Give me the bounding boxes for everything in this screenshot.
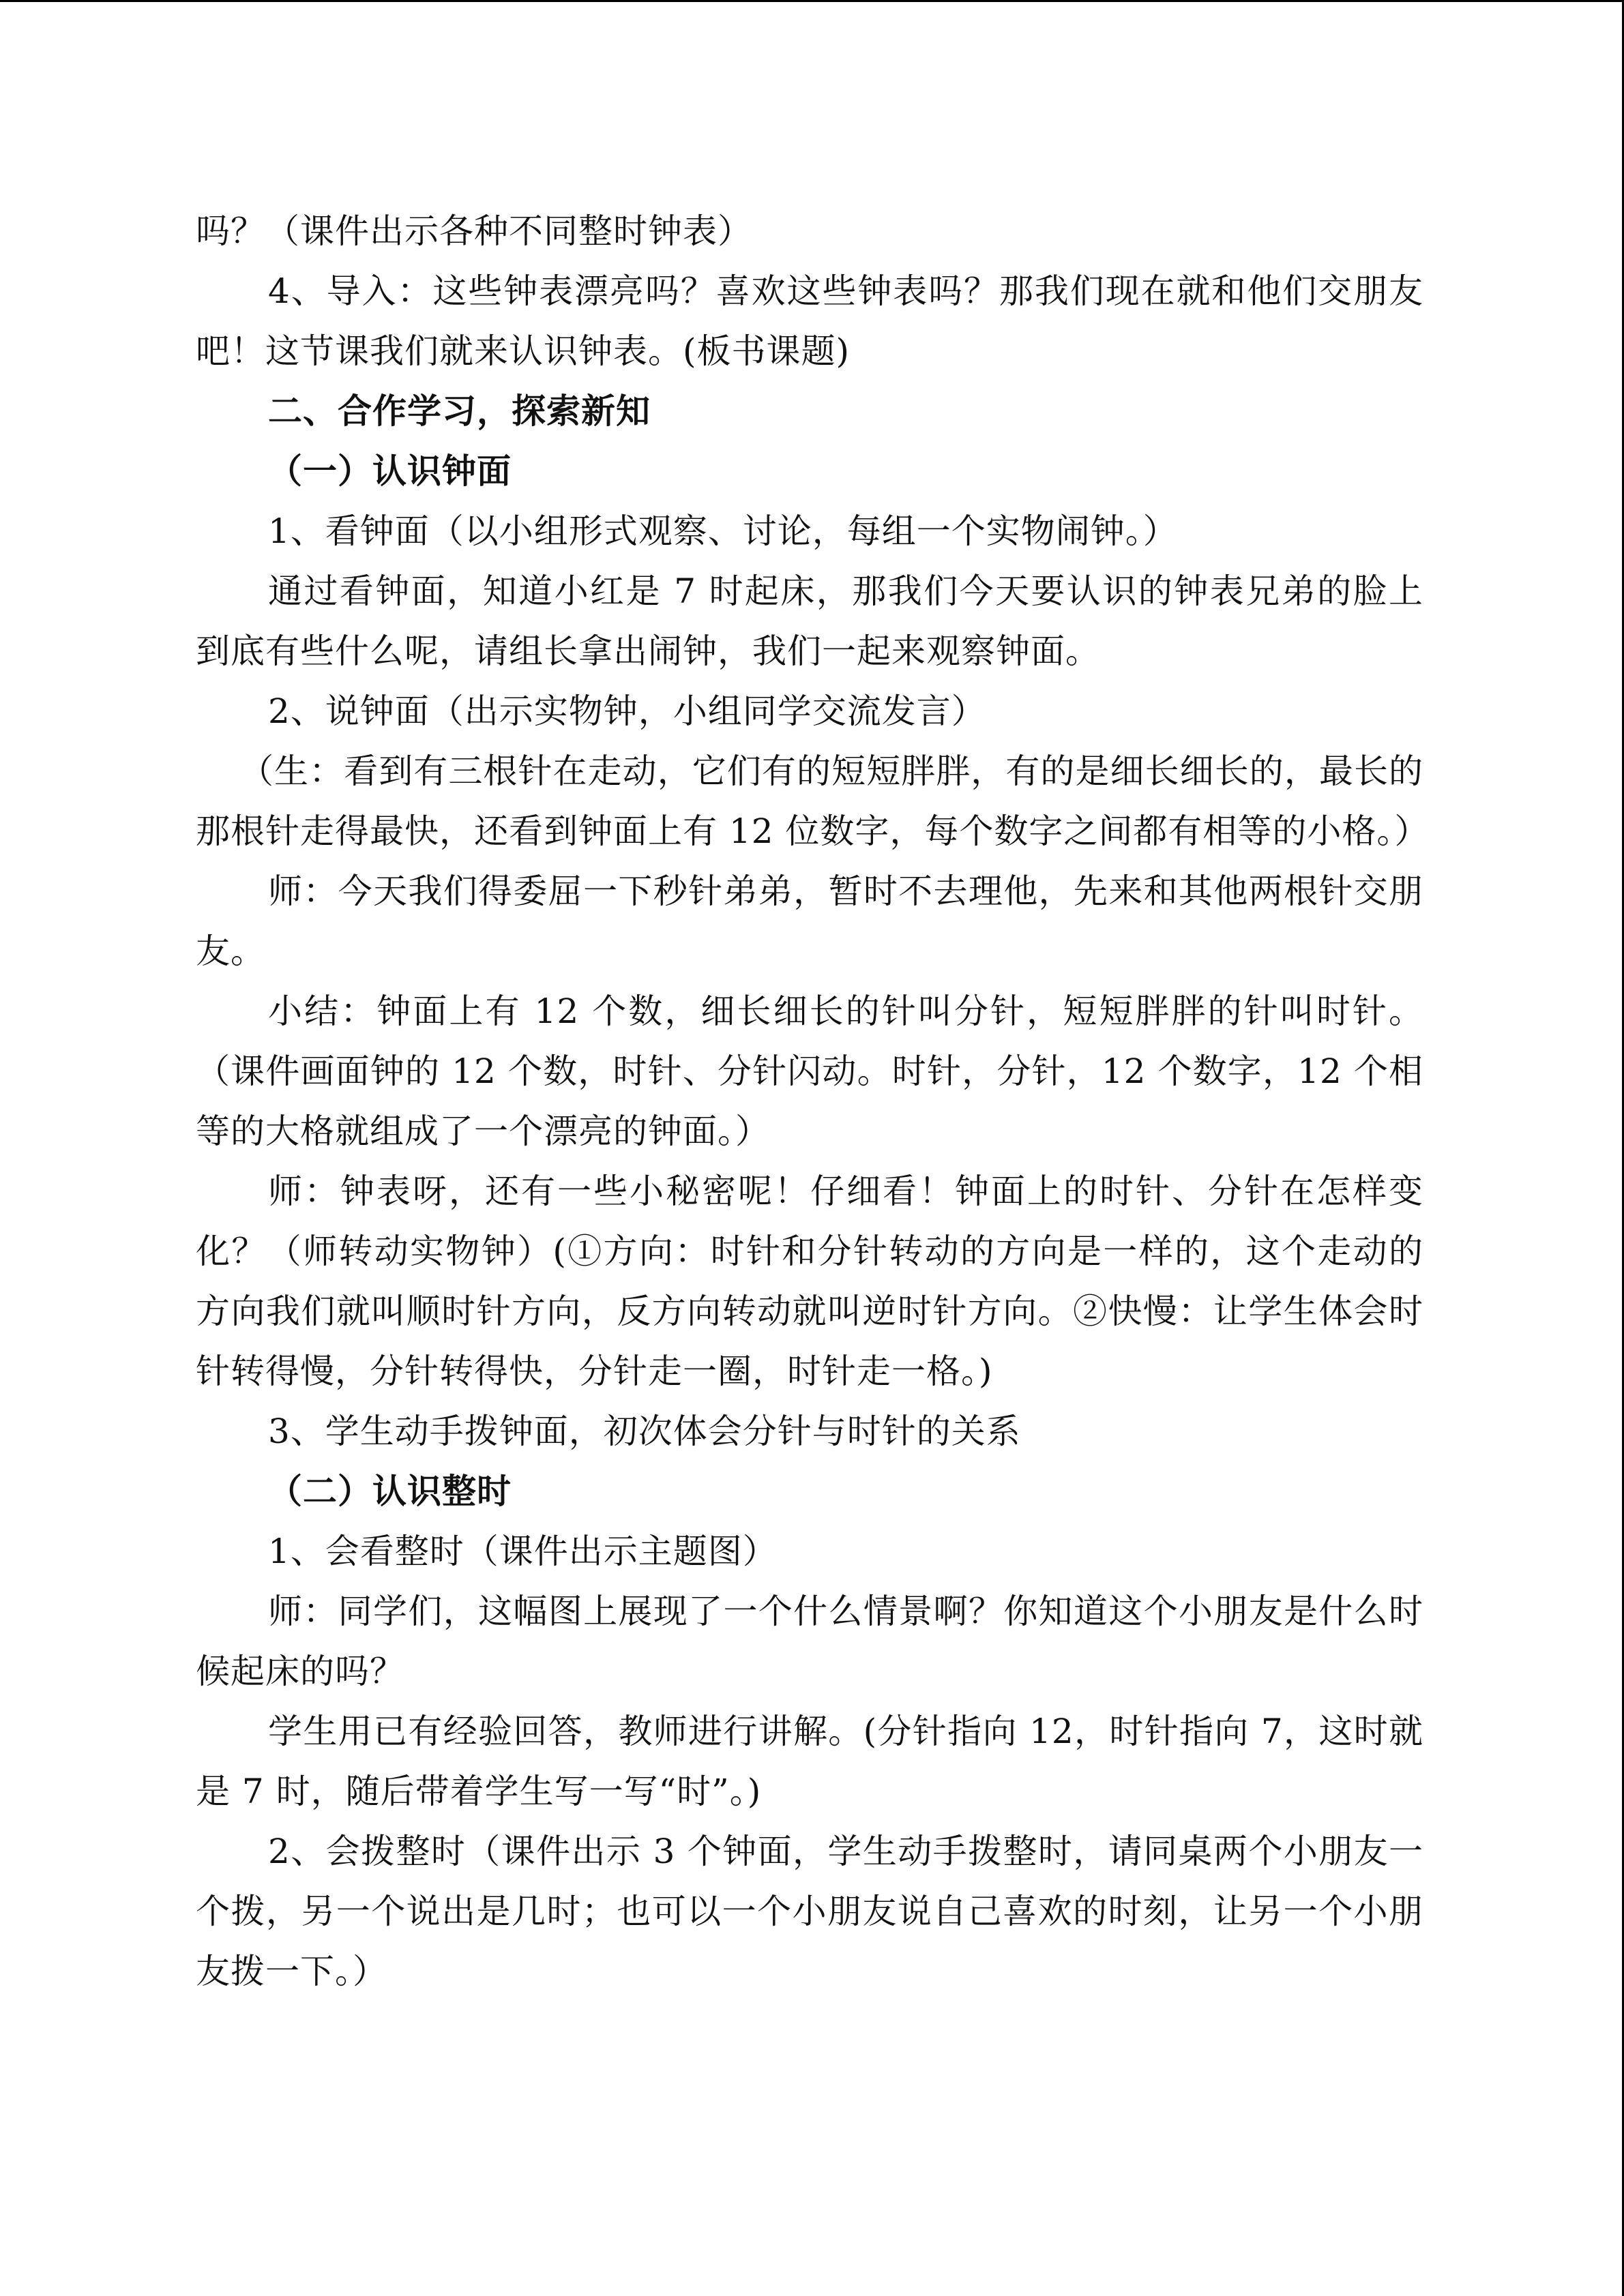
step-paragraph: 1、看钟面（以小组形式观察、讨论，每组一个实物闹钟。） <box>268 511 1178 551</box>
subsection-heading: （一）认识钟面 <box>268 451 512 491</box>
body-paragraph: 通过看钟面，知道小红是 7 时起床，那我们今天要认识的钟表兄弟的脸上到底有些什么呢，请组长拿出闹钟，我们一起来观察钟面。 <box>196 571 1423 671</box>
subsection-heading: （二）认识整时 <box>268 1471 512 1511</box>
continuation-line: 吗？（课件出示各种不同整时钟表） <box>196 211 752 251</box>
step-paragraph: 3、学生动手拨钟面，初次体会分针与时针的关系 <box>268 1412 1021 1451</box>
summary-paragraph: 小结：钟面上有 12 个数，细长细长的针叫分针，短短胖胖的针叫时针。（课件画面钟的 12 个数，时针、分针闪动。时针，分针，12 个数字，12 个相等的大格就组成了一个漂亮的钟面。） <box>196 992 1423 1151</box>
step-paragraph: 1、会看整时（课件出示主题图） <box>268 1532 778 1571</box>
section-heading: 二、合作学习，探索新知 <box>268 391 651 431</box>
document-body <box>196 201 1430 2001</box>
teacher-paragraph: 师：同学们，这幅图上展现了一个什么情景啊？你知道这个小朋友是什么时候起床的吗？ <box>196 1592 1423 1691</box>
intro-paragraph: 4、导入：这些钟表漂亮吗？喜欢这些钟表吗？那我们现在就和他们交朋友吧！这节课我们就来认识钟表。(板书课题) <box>196 271 1423 371</box>
teacher-paragraph: 师：钟表呀，还有一些小秘密呢！仔细看！钟面上的时针、分针在怎样变化？（师转动实物钟）(①方向：时针和分针转动的方向是一样的，这个走动的方向我们就叫顺时针方向，反方向转动就叫逆时针方向。②快慢：让学生体会时针转得慢，分针转得快，分针走一圈，时针走一格。) <box>196 1172 1423 1391</box>
student-response-paragraph: （生：看到有三根针在走动，它们有的短短胖胖，有的是细长细长的，最长的那根针走得最快，还看到钟面上有 12 位数字，每个数字之间都有相等的小格。） <box>196 751 1430 851</box>
body-paragraph: 学生用已有经验回答，教师进行讲解。(分针指向 12，时针指向 7，这时就是 7 时，随后带着学生写一写“时”。) <box>196 1712 1423 1811</box>
step-paragraph: 2、说钟面（出示实物钟，小组同学交流发言） <box>268 691 986 731</box>
teacher-paragraph: 师：今天我们得委屈一下秒针弟弟，暂时不去理他，先来和其他两根针交朋友。 <box>196 871 1423 971</box>
step-paragraph: 2、会拨整时（课件出示 3 个钟面，学生动手拨整时，请同桌两个小朋友一个拨，另一个说出是几时；也可以一个小朋友说自己喜欢的时刻，让另一个小朋友拨一下。） <box>196 1832 1423 1991</box>
